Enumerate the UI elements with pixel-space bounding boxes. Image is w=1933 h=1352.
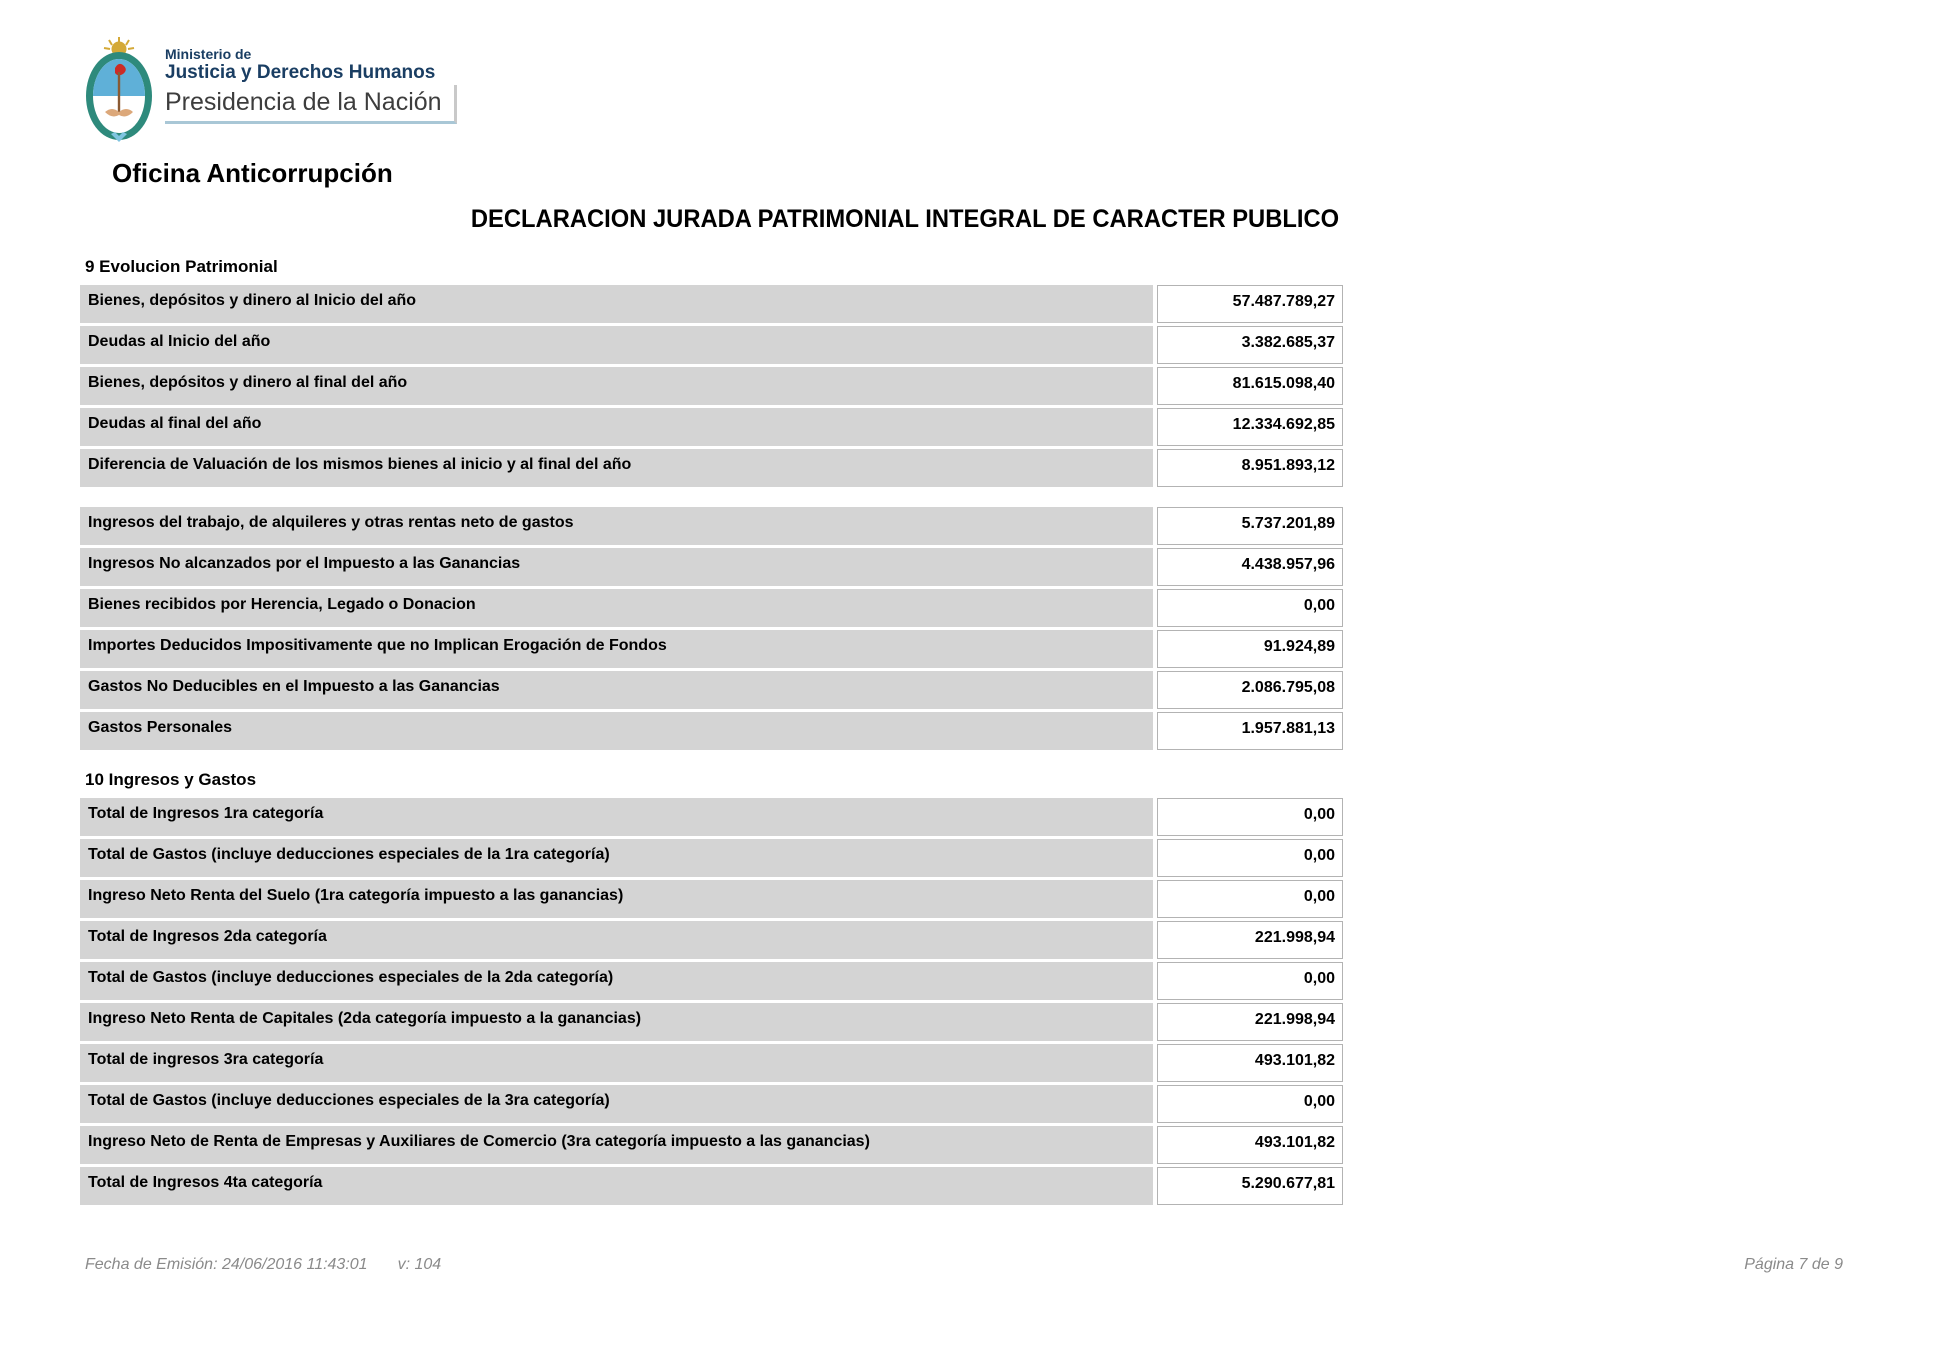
row-label: Gastos No Deducibles en el Impuesto a las Ganancias bbox=[80, 671, 1153, 709]
row-value: 0,00 bbox=[1157, 839, 1343, 877]
table-row bbox=[80, 1167, 1344, 1205]
row-value: 0,00 bbox=[1157, 880, 1343, 918]
row-group bbox=[80, 285, 1344, 487]
table-row bbox=[80, 1126, 1344, 1164]
row-value: 0,00 bbox=[1157, 962, 1343, 1000]
table-row bbox=[80, 449, 1344, 487]
row-label: Gastos Personales bbox=[80, 712, 1153, 750]
row-value: 1.957.881,13 bbox=[1157, 712, 1343, 750]
table-row bbox=[80, 507, 1344, 545]
table-row bbox=[80, 1003, 1344, 1041]
coat-of-arms-logo bbox=[83, 36, 155, 148]
office-title: Oficina Anticorrupción bbox=[112, 158, 393, 188]
row-value: 5.737.201,89 bbox=[1157, 507, 1343, 545]
row-label: Total de Ingresos 4ta categoría bbox=[80, 1167, 1153, 1205]
document-title: DECLARACION JURADA PATRIMONIAL INTEGRAL DE CARACTER PUBLICO bbox=[470, 205, 1340, 233]
declaration-sections bbox=[80, 254, 1344, 1225]
table-row bbox=[80, 798, 1344, 836]
row-value: 91.924,89 bbox=[1157, 630, 1343, 668]
row-label: Importes Deducidos Impositivamente que no Implican Erogación de Fondos bbox=[80, 630, 1153, 668]
table-row bbox=[80, 880, 1344, 918]
row-label: Deudas al final del año bbox=[80, 408, 1153, 446]
row-value: 8.951.893,12 bbox=[1157, 449, 1343, 487]
row-label: Total de ingresos 3ra categoría bbox=[80, 1044, 1153, 1082]
table-row bbox=[80, 630, 1344, 668]
row-label: Ingreso Neto Renta del Suelo (1ra categoría impuesto a las ganancias) bbox=[80, 880, 1153, 918]
table-row bbox=[80, 962, 1344, 1000]
row-label: Ingreso Neto de Renta de Empresas y Auxiliares de Comercio (3ra categoría impuesto a las ganancias) bbox=[80, 1126, 1153, 1164]
section bbox=[80, 770, 1344, 1205]
row-group bbox=[80, 798, 1344, 1205]
row-value: 12.334.692,85 bbox=[1157, 408, 1343, 446]
footer-emission bbox=[85, 1256, 441, 1274]
row-value: 5.290.677,81 bbox=[1157, 1167, 1343, 1205]
row-value: 221.998,94 bbox=[1157, 921, 1343, 959]
table-row bbox=[80, 285, 1344, 323]
row-value: 57.487.789,27 bbox=[1157, 285, 1343, 323]
section bbox=[80, 257, 1344, 750]
section-heading: 10 Ingresos y Gastos bbox=[85, 770, 257, 789]
row-label: Bienes recibidos por Herencia, Legado o Donacion bbox=[80, 589, 1153, 627]
header bbox=[83, 36, 457, 148]
row-label: Ingresos del trabajo, de alquileres y otras rentas neto de gastos bbox=[80, 507, 1153, 545]
row-label: Total de Ingresos 2da categoría bbox=[80, 921, 1153, 959]
row-label: Deudas al Inicio del año bbox=[80, 326, 1153, 364]
table-row bbox=[80, 671, 1344, 709]
row-value: 0,00 bbox=[1157, 589, 1343, 627]
row-value: 493.101,82 bbox=[1157, 1044, 1343, 1082]
row-label: Total de Gastos (incluye deducciones especiales de la 2da categoría) bbox=[80, 962, 1153, 1000]
table-row bbox=[80, 712, 1344, 750]
row-value: 2.086.795,08 bbox=[1157, 671, 1343, 709]
table-row bbox=[80, 589, 1344, 627]
row-value: 3.382.685,37 bbox=[1157, 326, 1343, 364]
row-value: 4.438.957,96 bbox=[1157, 548, 1343, 586]
row-label: Total de Gastos (incluye deducciones especiales de la 1ra categoría) bbox=[80, 839, 1153, 877]
row-label: Bienes, depósitos y dinero al Inicio del año bbox=[80, 285, 1153, 323]
row-value: 0,00 bbox=[1157, 798, 1343, 836]
table-row bbox=[80, 1085, 1344, 1123]
presidency-line: Presidencia de la Nación bbox=[165, 85, 457, 124]
table-row bbox=[80, 367, 1344, 405]
table-row bbox=[80, 1044, 1344, 1082]
page-number: Página 7 de 9 bbox=[1744, 1256, 1843, 1273]
table-row bbox=[80, 921, 1344, 959]
table-row bbox=[80, 548, 1344, 586]
row-label: Diferencia de Valuación de los mismos bienes al inicio y al final del año bbox=[80, 449, 1153, 487]
ministry-name: Justicia y Derechos Humanos bbox=[165, 62, 436, 84]
section-heading: 9 Evolucion Patrimonial bbox=[85, 257, 278, 276]
row-label: Ingresos No alcanzados por el Impuesto a las Ganancias bbox=[80, 548, 1153, 586]
page-footer bbox=[85, 1256, 1843, 1274]
version-label: v: 104 bbox=[397, 1256, 442, 1273]
row-value: 81.615.098,40 bbox=[1157, 367, 1343, 405]
ministry-line-small: Ministerio de bbox=[165, 46, 252, 62]
row-label: Total de Ingresos 1ra categoría bbox=[80, 798, 1153, 836]
emission-date: Fecha de Emisión: 24/06/2016 11:43:01 bbox=[85, 1256, 368, 1273]
table-row bbox=[80, 408, 1344, 446]
table-row bbox=[80, 839, 1344, 877]
row-label: Bienes, depósitos y dinero al final del año bbox=[80, 367, 1153, 405]
row-value: 0,00 bbox=[1157, 1085, 1343, 1123]
row-label: Ingreso Neto Renta de Capitales (2da categoría impuesto a la ganancias) bbox=[80, 1003, 1153, 1041]
row-value: 493.101,82 bbox=[1157, 1126, 1343, 1164]
row-value: 221.998,94 bbox=[1157, 1003, 1343, 1041]
row-label: Total de Gastos (incluye deducciones especiales de la 3ra categoría) bbox=[80, 1085, 1153, 1123]
table-row bbox=[80, 326, 1344, 364]
row-group bbox=[80, 507, 1344, 750]
ministry-lockup bbox=[165, 36, 457, 124]
